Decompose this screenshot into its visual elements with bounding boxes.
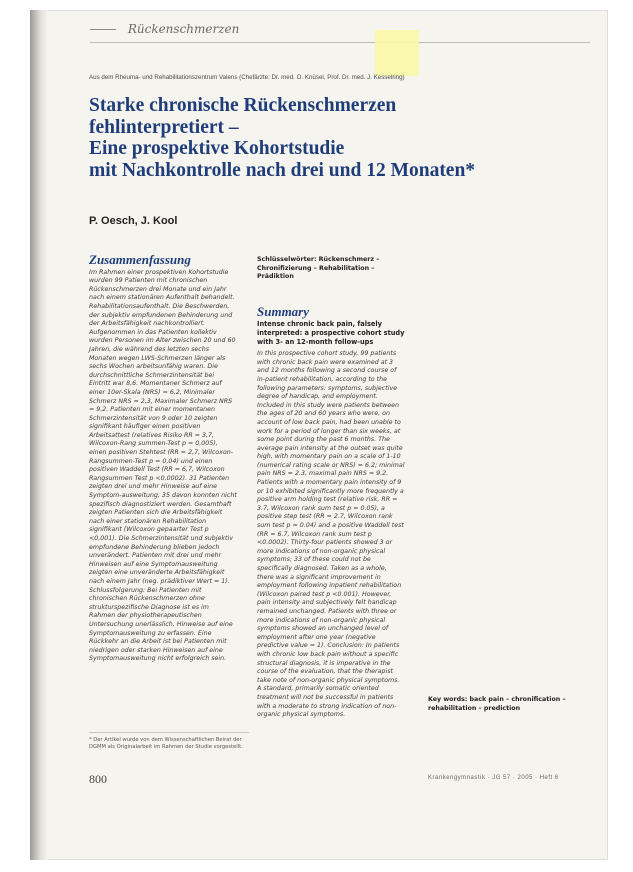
sticky-note [375,30,419,76]
header-dash [90,29,116,30]
abstract-heading: Zusammenfassung [89,252,191,267]
abstract-text: Im Rahmen einer prospektiven Kohortstudie wurden 99 Patienten mit chronischen Rückenschmerzen drei Monate und ein Jahr nach einem stationären Aufenthalt behandelt. Rehabilitationsaufenthalt. Die Beschwerden, der subjektiv empfundenen Behinderung und der Arbeitsfähigkeit nachkontrolliert. Aufgenommen in das Patienten kollektiv wurden Personen im Alter zwischen 20 und 60 Jahren, die während des letzten sechs Monaten wegen LWS-Schmerzen länger als sechs Wochen arbeitsunfähig waren. Die durchschnittliche Schmerzintensität bei Eintritt war 8,6. Momentaner Schmerz auf einer 10er-Skala (NRS) = 6,2, Minimaler Schmerz NRS = 2,3, Maximaler Schmerz NRS = 9,2. Patienten mit einer momentanen Schmerzintensität von 9 oder 10 zeigten signifikant häufiger einen positiven Arbeitsattest (relatives Risiko RR = 3,7, Wilcoxon-Rang summen-Test p = 0,005), einen positiven Stehtest (RR = 2,7, Wilcoxon-Rangsummen-Test p = 0,04) und einen positiven Waddell Test (RR = 6,7, Wilcoxon Rangsummen Test p <0,0002). 31 Patienten zeigten drei und mehr Hinweise auf eine Symptom-ausweitung, 35 davon konnten nicht spezifisch diagnostiziert werden. Gesamthaft zeigten Patienten sich die Arbeitsfähigkeit nach einer stationären Rehabilitation signifikant (Wilcoxon gepaarter Test p <0,001). Die Schmerzintensität und subjektiv empfundene Behinderung blieben jedoch unverändert. Patienten mit drei und mehr Hinweisen auf eine Symptomausweitung zeigten eine unveränderte Arbeitsfähigkeit nach einem Jahr (neg. prädiktiver Wert = 1). Schlussfolgerung: Bei Patienten mit chronischen Rückenschmerzen ohne strukturspezifische Diagnose ist es im Rahmen der physiotherapeutischen Untersuchung unerlässlich, Hinweise auf eine Symptomausweitung zu erfassen. Eine Rückkehr an die Arbeit ist bei Patienten mit niedrigen oder starken Hinweisen auf eine Symptomausweitung nicht erfolgreich sein. [89,268,237,663]
summary-heading: Summary [257,303,310,319]
summary-subtitle: Intense chronic back pain, falsely interpreted: a prospective cohort study with 3- an 12-month follow-ups [257,320,405,346]
summary-keywords: Key words: back pain – chronification – rehabilitation – prediction [428,696,566,712]
title-line: fehlinterpretiert – [89,116,239,138]
title-line: mit Nachkontrolle nach drei und 12 Monaten* [89,159,476,181]
source-affiliation: Aus dem Rheuma- und Rehabilitationszentrum Valens (Chefärzte: Dr. med. O. Knüsel, Prof. Dr. med. J. Kesselring) [89,74,405,81]
title-line: Starke chronische Rückenschmerzen [89,95,397,116]
summary-text: In this prospective cohort study, 99 patients with chronic back pain were examined at 3 and 12 months following a second course of in-patient rehabilitation, according to the following parameters: symptoms, subjective degree of handicap, and employment. Included in this study were patients between the ages of 20 and 60 years who were, on account of low back pain, had been unable to work for a period of longer than six weeks, at some point during the past 6 months. The average pain intensity at the outset was quite high, with momentary pain on a scale of 1-10 (numerical rating scale or NRS) = 6.2; minimal pain NRS = 2.3, maximal pain NRS = 9.2. Patients with a momentary pain intensity of 9 or 10 exhibited significantly more frequently a positive arm holding test (relative risk, RR = 3.7, Wilcoxon rank sum test p = 0.05), a positive step test (RR = 2.7, Wilcoxon rank sum test p = 0.04) and a positive Waddell test (RR = 6.7, Wilcoxon rank sum test p <0.0002). Thirty-four patients showed 3 or more indications of non-organic physical symptoms; 33 of these could not be specifically diagnosed. Taken as a whole, there was a significant improvement in employment following inpatient rehabilitation (Wilcoxon paired test p <0.001). However, pain intensity and subjectively felt handicap remained unchanged. Patients with three or more indications of non-organic physical symptoms showed an unchanged level of employment after one year (negative predictive value = 1). Conclusion: In patients with chronic low back pain without a specific structural diagnosis, it is imperative in the course of the evaluation, that the therapist take note of non-organic physical symptoms. A standard, primarily somatic oriented treatment will not be successful in patients with a moderate to strong indication of non-organic physical symptoms. [257,350,405,719]
journal-citation: Krankengymnastik · JG 57 · 2005 · Heft 6 [428,775,559,781]
abstract-column [89,252,237,719]
abstract-keywords: Schlüsselwörter: Rückenschmerz – Chronifizierung – Rehabilitation – Prädiktion [257,256,380,281]
page-number: 800 [89,772,107,786]
title-line: Eine prospektive Kohortstudie [89,138,345,159]
binding-shadow [30,10,48,860]
journal-page [30,10,608,860]
right-column [428,256,576,713]
running-header [90,22,590,43]
footnote: * Der Artikel wurde von dem Wissenschaftlichen Beirat der DGMM als Originalarbeit im Rahmen der Studie vorgestellt. [89,732,249,751]
article-title [89,95,559,181]
authors: P. Oesch, J. Kool [89,215,178,227]
header-section: Rückenschmerzen [127,22,240,36]
middle-column [257,256,405,719]
